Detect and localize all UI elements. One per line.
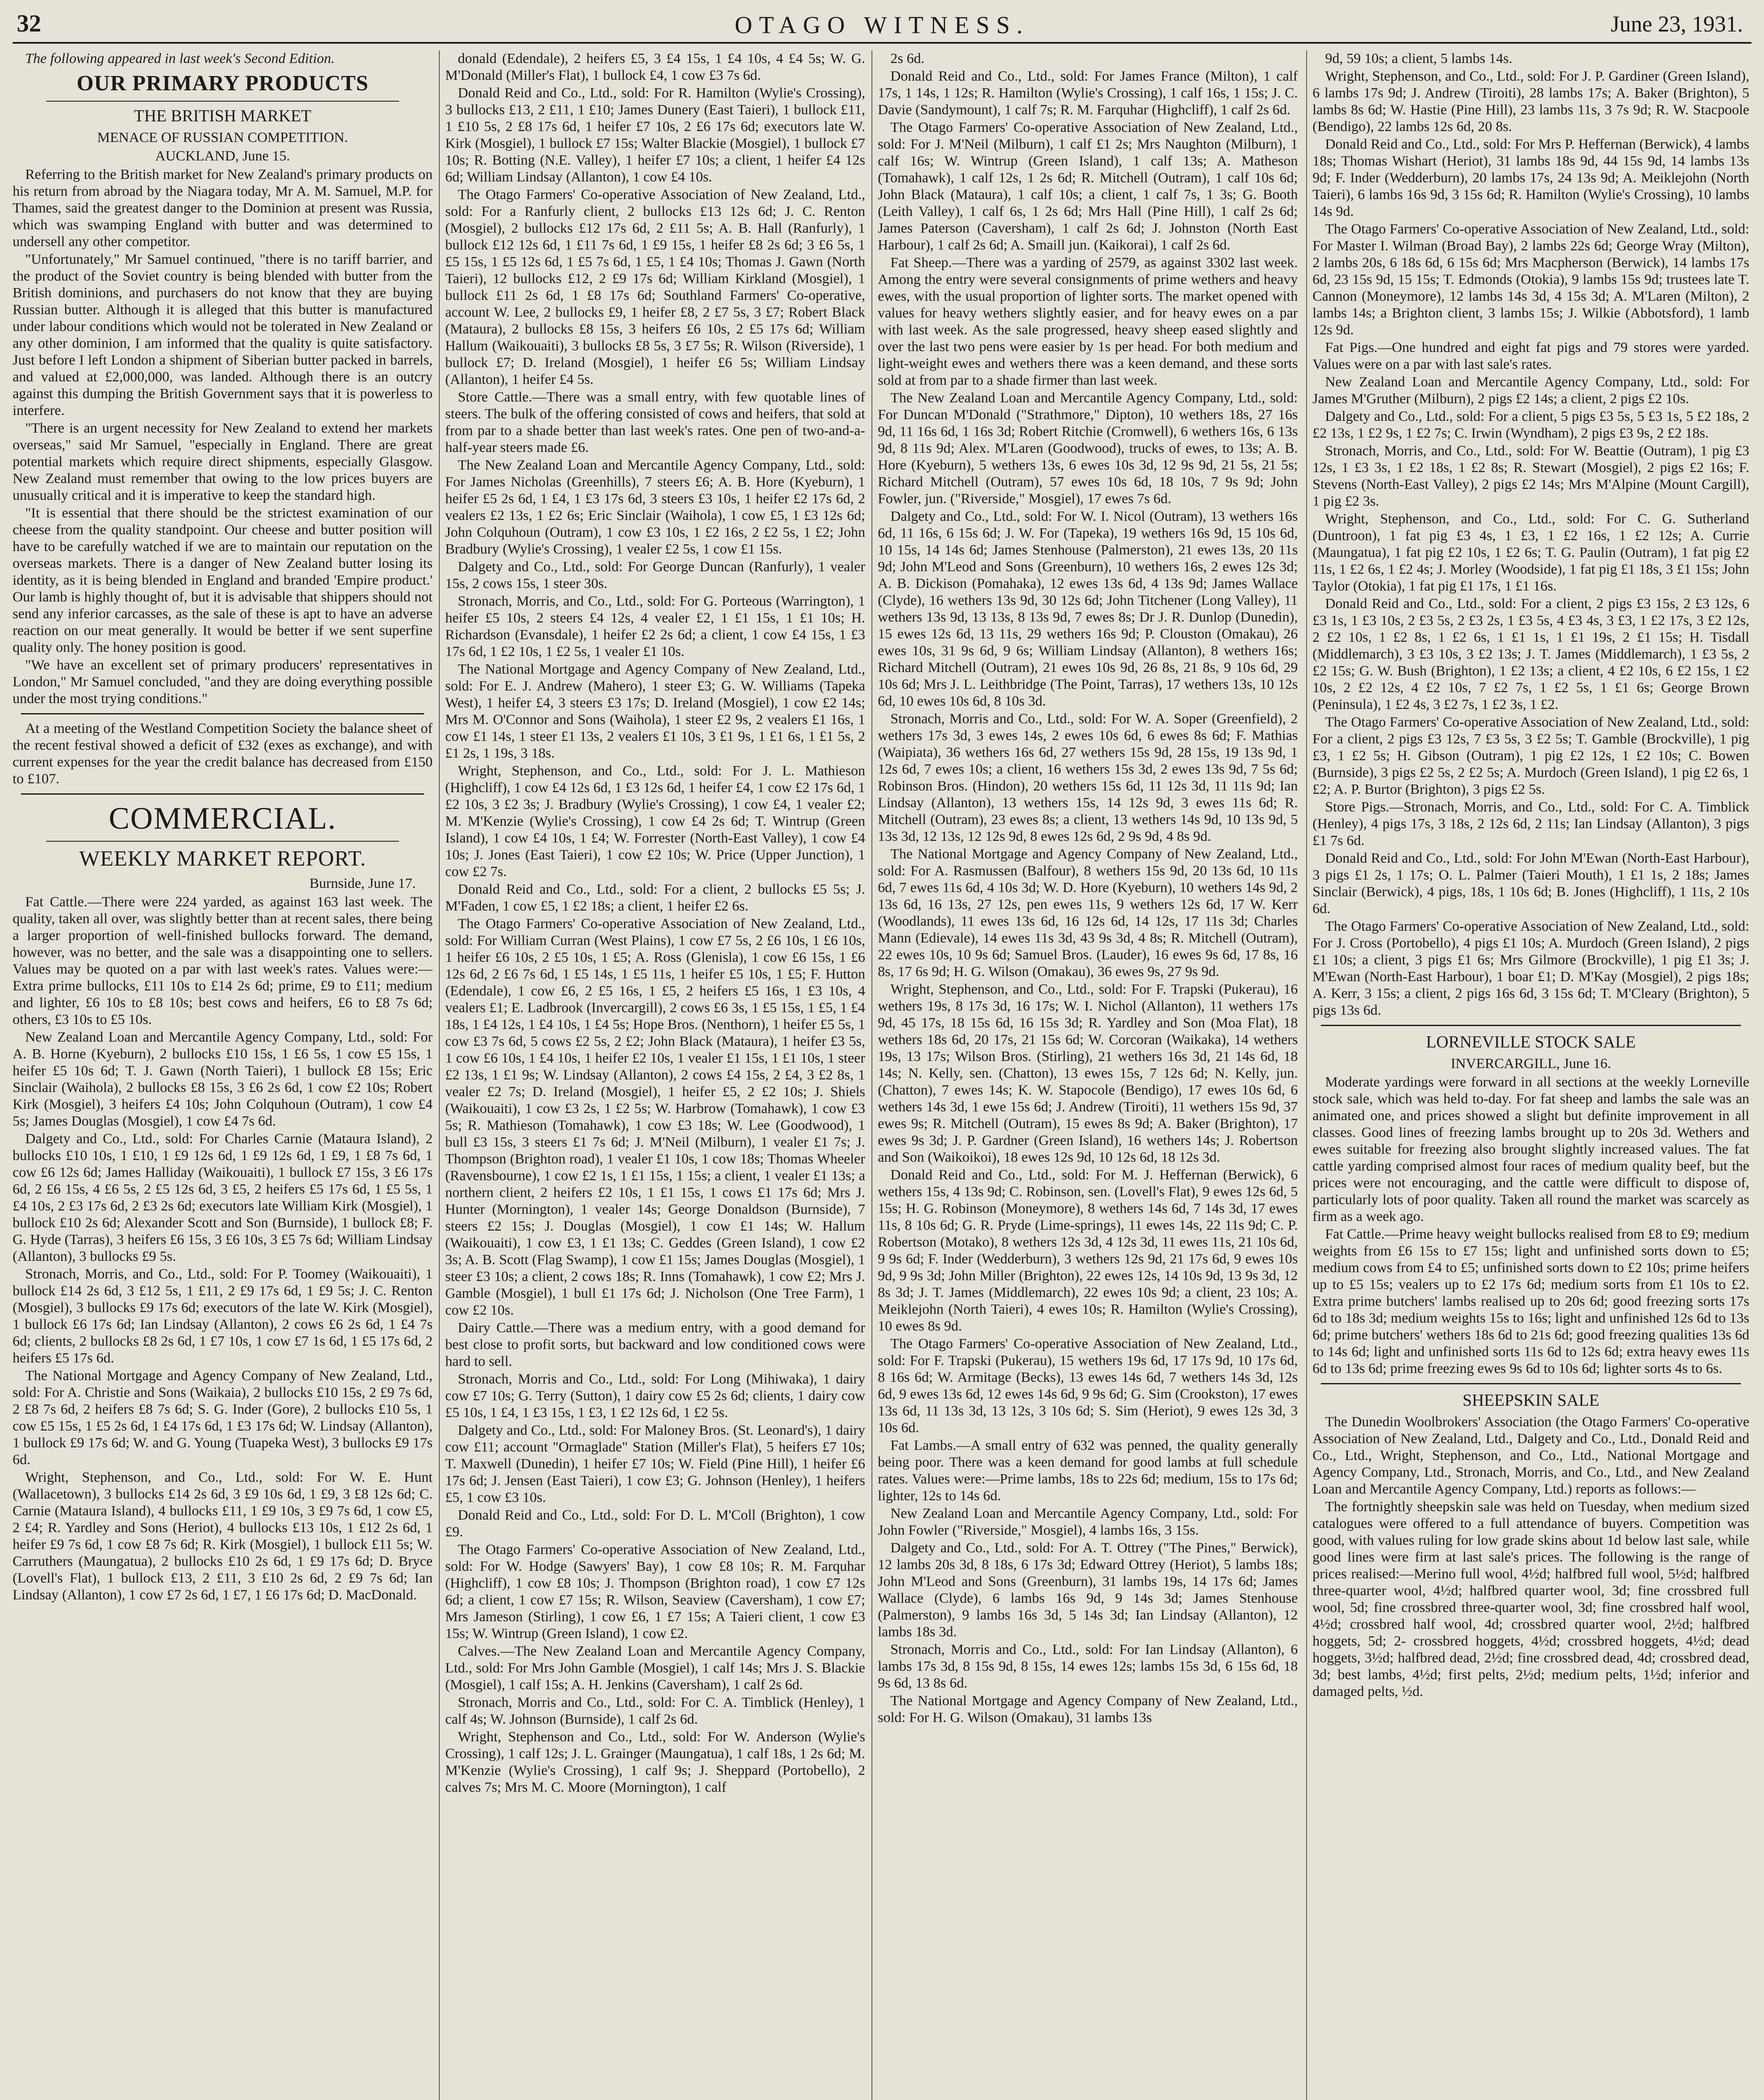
article-subtitle: MENACE OF RUSSIAN COMPETITION. [97,130,348,145]
article-title-lorneville: LORNEVILLE STOCK SALE [1426,1032,1636,1051]
article-paragraph: Fat Cattle.—There were 224 yarded, as against 163 last week. The quality, taken all over, was slightly better than at recent sales, there being a larger proportion of well-finished bullocks forward. The demand, however, was no better, and the sale was a disappointing one to sellers. Values may be quoted on a par with last week's rates. Values were:—Extra prime bullocks, £11 10s to £14 2s 6d; prime, £9 to £11; medium and lighter, £6 10s to £8 10s; best cows and heifers, £6 to £8 7s 6d; others, £3 10s to £5 10s. [13,894,433,1027]
article-paragraph: Referring to the British market for New Zealand's primary products on his return from abroad by the Niagara today, Mr A. M. Samuel, M.P. for Thames, said the greatest danger to the Dominion at present was Russia, which was swamping England with butter and was determined to undersell any other competitor. [13,167,433,249]
article-paragraph: 9d, 59 10s; a client, 5 lambs 14s. [1325,51,1512,66]
article-title-sheepskin: SHEEPSKIN SALE [1462,1391,1599,1410]
article-paragraph: The Otago Farmers' Co-operative Association of New Zealand, Ltd., sold: For J. M'Neil (Milburn), 1 calf £1 2s; Mrs Naughton (Milburn), 1 calf 16s; W. Wintrup (Green Island), 1 calf 13s; A. Matheson (Tomahawk), 1 calf 12s, 1 2s 6d; R. Mitchell (Outram), 1 calf 10s 6d; John Black (Mataura), 1 calf 10s; a client, 1 calf 7s, 1 3s; G. Booth (Leith Valley), 1 calf 6s, 1 2s 6d; Mrs Hall (Pine Hill), 1 calf 2s 6d; James Paterson (Caversham), 1 calf 2s 6d; J. Johnston (North East Harbour), 1 calf 2s 6d; A. Smaill jun. (Kaikorai), 1 calf 2s 6d. [878,120,1298,253]
article-paragraph: Stronach, Morris and Co., Ltd., sold: For C. A. Timblick (Henley), 1 calf 4s; W. Johnson (Burnside), 1 calf 2s 6d. [445,1695,865,1727]
divider [21,793,424,795]
article-dateline: INVERCARGILL, June 16. [1451,1056,1611,1071]
article-paragraph: The Otago Farmers' Co-operative Association of New Zealand, Ltd., sold: For William Curran (West Plains), 1 cow £7 5s, 2 £6 10s, 1 £6 10s, 1 heifer £6 10s, 2 £5 10s, 1 £5; A. Ross (Glenisla), 1 cow £6 15s, 1 £6 12s 6d, 2 £6 7s 6d, 1 £5 14s, 1 £5 11s, 1 heifer £5 10s, 1 £5; F. Hutton (Edendale), 1 cow £6, 2 £5 16s, 1 £5, 2 heifers £5 16s, 1 £3 10s, 4 vealers £1; E. Ladbrook (Invercargill), 2 cows £6 3s, 1 £5 15s, 1 £5, 1 £4 18s, 1 £4 12s, 1 £4 10s, 1 £4 5s; Hope Bros. (Nenthorn), 1 heifer £5 5s, 1 cow £3 7s 6d, 5 cows £2 5s, 2 £2; John Black (Mataura), 1 heifer £3 5s, 1 cow £6 10s, 1 £4 10s, 1 heifer £2 10s, 1 vealer £1 15s, 1 £1 10s, 1 steer £2 13s, 1 £1 9s; W. Lindsay (Allanton), 2 cows £4 15s, 2 £4, 3 £2 8s, 1 vealer £2 7s; D. Ireland (Mosgiel), 1 heifer £5, 2 £2 10s; J. Shiels (Waikouaiti), 1 cow £3 2s, 1 £2 5s; W. Harbrow (Tomahawk), 1 cow £3 5s; R. Mathieson (Tomahawk), 1 cow £3 18s; W. Lee (Goodwood), 1 bull £3 15s, 3 steers £1 7s 6d; J. M'Neil (Milburn), 1 vealer £1 7s; J. Thompson (Brighton road), 1 vealer £1 10s, 1 cow 18s; Thomas Wheeler (Ravensbourne), 1 cow £2 1s, 1 £1 15s, 1 15s; a client, 1 vealer £1 13s; a northern client, 2 heifers £2 10s, 1 £1 15s, 1 cows £1 17s 6d; Mrs J. Hunter (Mornington), 1 vealer 14s; George Donaldson (Burnside), 7 steers £2 15s; J. Douglas (Mosgiel), 1 cow £1 14s; W. Hallum (Waikouaiti), 1 cow £3, 1 £1 13s; C. Geddes (Green Island), 1 cow £2 3s; A. B. Scott (Flag Swamp), 1 cow £1 15s; James Douglas (Mosgiel), 1 steer £3 10s; a client, 2 cows 18s; R. Inns (Tomahawk), 1 cow £2; Mrs J. Gamble (Mosgiel), 1 bull £1 17s 6d; J. Nicholson (One Tree Farm), 1 cow £2 10s. [445,916,865,1318]
article-paragraph: donald (Edendale), 2 heifers £5, 3 £4 15s, 1 £4 10s, 4 £4 5s; W. G. M'Donald (Miller's Flat), 1 bullock £4, 1 cow £3 7s 6d. [445,51,865,83]
article-paragraph: Dalgety and Co., Ltd., sold: For A. T. Ottrey ("The Pines," Berwick), 12 lambs 20s 3d, 8 18s, 6 17s 3d; Edward Ottrey (Heriot), 5 lambs 18s; John M'Leod and Sons (Greenburn), 31 lambs 19s, 14 17s 6d; James Wallace (Clyde), 6 lambs 16s 9d, 9 14s 3d; James Stenhouse (Palmerston), 9 lambs 16s 3d, 5 14s 3d; Ian Lindsay (Allanton), 12 lambs 18s 3d. [878,1540,1298,1640]
article-paragraph: Wright, Stephenson, and Co., Ltd., sold: For J. L. Mathieson (Highcliff), 1 cow £4 12s 6d, 1 £3 12s 6d, 1 heifer £4, 1 cow £2 17s 6d, 1 £2 10s, 3 £2 3s; J. Bradbury (Wylie's Crossing), 1 cow £4, 1 vealer £2; M. M'Kenzie (Wylie's Crossing), 1 cow £4 2s 6d; T. Wintrup (Green Island), 1 cow £4 10s, 1 £4; W. Forrester (North-East Valley), 1 cow £4 10s; J. Jones (East Taieri), 1 cow £2 10s; W. Price (Upper Junction), 1 cow £2 7s. [445,763,865,879]
article-paragraph: Stronach, Morris and Co., Ltd., sold: For Long (Mihiwaka), 1 dairy cow £7 10s; G. Terry (Sutton), 1 dairy cow £5 2s 6d; clients, 1 dairy cow £5 10s, 1 £4, 1 £3 15s, 1 £3, 1 £2 12s 6d, 1 £2 5s. [445,1371,865,1420]
article-paragraph: 2s 6d. [890,51,925,66]
article-paragraph: The National Mortgage and Agency Company of New Zealand, Ltd., sold: For A. Christie and Sons (Waikaia), 2 bullocks £10 15s, 2 £9 7s 6d, 2 £8 7s 6d, 2 heifers £8 7s 6d; S. G. Inder (Gore), 2 bullocks £10 5s, 1 cow £5 15s, 1 £5 2s 6d, 1 £4 17s 6d, 1 £3 17s 6d; W. Lindsay (Allanton), 1 bullock £9 17s 6d; W. and G. Young (Tuapeka West), 3 bullocks £9 17s 6d. [13,1368,433,1467]
article-paragraph: Wright, Stephenson, and Co., Ltd., sold: For C. G. Sutherland (Duntroon), 1 fat pig £3 4s, 1 £3, 1 £2 16s, 1 £2 12s; A. Currie (Maungatua), 1 fat pig £2 10s, 1 £2 6s; T. G. Paulin (Outram), 1 fat pig £2 11s, 1 £2 6s, 1 £2 4s; J. Morley (Woodside), 1 fat pig £1 18s, 3 £1 15s; John Taylor (Otokia), 1 fat pig £1 17s, 1 £1 16s. [1312,511,1749,594]
article-paragraph: Fat Cattle.—Prime heavy weight bullocks realised from £8 to £9; medium weights from £6 15s to £7 15s; light and unfinished sorts down to £5; medium cows from £4 to £5; unfinished sorts down to £2 10s; prime heifers up to £5 15s; vealers up to £2 17s 6d; medium sorts from £1 10s to £2. Extra prime butchers' lambs realised up to 20s 6d; good freezing sorts 17s 6d to 18s 3d; medium weights 15s to 16s; light and unfinished 12s 6d to 13s 6d; prime butchers' wethers 18s 6d to 21s 6d; good freezing qualities 13s 6d to 14s 6d; light and unfinished sorts 11s 6d to 12s 6d; extra heavy ewes 11s 6d to 13s 6d; prime freezing ewes 9s 6d to 10s 6d; lighter sorts 4s to 6s. [1312,1226,1749,1376]
article-paragraph: Moderate yardings were forward in all sections at the weekly Lorneville stock sale, which was held to-day. For fat sheep and lambs the sale was an animated one, and prices showed a slight but definite improvement in all classes. Good lines of freezing lambs brought up to 20s 3d. Wethers and ewes suitable for freezing also brought slightly increased values. The fat cattle yarding comprised almost four races of medium quality beef, but the prices were not encouraging, and the cattle were difficult to dispose of, particularly lots of poor quality. Taken all round the market was scarcely as firm as a week ago. [1312,1074,1749,1224]
article-paragraph: Dalgety and Co., Ltd., sold: For a client, 5 pigs £3 5s, 5 £3 1s, 5 £2 18s, 2 £2 13s, 1 £2 9s, 1 £2 7s; C. Irwin (Wyndham), 2 pigs £3 9s, 2 £2 18s. [1312,409,1749,441]
article-paragraph: Stronach, Morris and Co., Ltd., sold: For Ian Lindsay (Allanton), 6 lambs 17s 3d, 8 15s 9d, 8 15s, 14 ewes 12s; lambs 15s 3d, 6 15s 6d, 18 9s 6d, 13 8s 6d. [878,1642,1298,1691]
article-paragraph: Dalgety and Co., Ltd., sold: For W. I. Nicol (Outram), 13 wethers 16s 6d, 11 16s, 6 15s 6d; J. W. For (Tapeka), 19 wethers 16s 9d, 15 10s 6d, 10 15s, 14 14s 6d; James Stenhouse (Palmerston), 21 ewes 13s, 20 11s 9d; John M'Leod and Sons (Greenburn), 10 wethers 16s, 2 ewes 12s 3d; A. B. Dickison (Pomahaka), 12 ewes 13s 6d, 4 13s 9d; James Wallace (Clyde), 16 wethers 13s 9d, 30 12s 6d; John Titchener (Long Valley), 11 wethers 13s 9d, 13 13s, 8 13s 9d, 7 ewes 8s; Dr J. R. Dunlop (Dunedin), 15 ewes 12s 6d, 13 11s, 29 wethers 16s 9d; P. Clouston (Omakau), 26 ewes 10s, 31 9s 6d, 9 6s; William Lindsay (Allanton), 8 wethers 16s; Richard Mitchell (Outram), 21 ewes 10s 9d, 26 8s, 21 8s, 9 10s 6d, 29 10s 6d; Mrs J. L. Leithbridge (The Point, Tarras), 17 wethers 13s, 10 12s 6d, 10 ewes 10s 6d, 8 10s 3d. [878,509,1298,709]
article-paragraph: Donald Reid and Co., Ltd., sold: For R. Hamilton (Wylie's Crossing), 3 bullocks £13, 2 £11, 1 £10; James Dunery (East Taieri), 1 bullock £11, 1 £10 5s, 2 £8 17s 6d, 1 heifer £7 10s, 2 £6 17s 6d; executors late W. Kirk (Mosgiel), 1 bullock £7 15s; Walter Blackie (Mosgiel), 1 bullock £7 10s; R. Botting (N.E. Valley), 1 heifer £7 10s; a client, 1 heifer £4 12s 6d; William Lindsay (Allanton), 1 cow £4 10s. [445,85,865,185]
article-title-british-market: THE BRITISH MARKET [134,106,312,125]
article-paragraph: "We have an excellent set of primary producers' representatives in London," Mr Samuel concluded, "and they are doing everything possible under the most trying conditions." [13,657,433,706]
article-paragraph: Store Cattle.—There was a small entry, with few quotable lines of steers. The bulk of the offering consisted of cows and heifers, that sold at from par to a shade better than last week's rates. One pen of two-and-a-half-year steers made £6. [445,389,865,455]
article-paragraph: Stronach, Morris, and Co., Ltd., sold: For G. Porteous (Warrington), 1 heifer £5 10s, 2 steers £4 12s, 4 vealer £2, 1 £1 15s, 1 £1 10s; H. Richardson (Evansdale), 1 heifer £2 2s 6d; a client, 1 cow £4 15s, 1 £3 17s 6d, 1 £2 10s, 1 £2 5s, 1 vealer £1 10s. [445,593,865,659]
newspaper-title: OTAGO WITNESS. [735,11,1029,39]
article-paragraph: Donald Reid and Co., Ltd., sold: For James France (Milton), 1 calf 17s, 1 14s, 1 12s; R. Hamilton (Wylie's Crossing), 1 calf 16s, 1 15s; J. C. Davie (Sandymount), 1 calf 7s; R. M. Farquhar (Highcliff), 1 calf 2s 6d. [878,68,1298,118]
article-paragraph: New Zealand Loan and Mercantile Agency Company, Ltd., sold: For John Fowler ("Riverside," Mosgiel), 4 lambs 16s, 3 15s. [878,1506,1298,1538]
article-paragraph: Wright, Stephenson, and Co., Ltd., sold: For J. P. Gardiner (Green Island), 6 lambs 17s 9d; J. Andrew (Tiroiti), 28 lambs 17s; A. Baker (Brighton), 5 lambs 8s 6d; W. Hastie (Pine Hill), 23 lambs 11s, 3 7s 9d; R. W. Stacpoole (Bendigo), 22 lambs 12s 6d, 20 8s. [1312,68,1749,134]
article-paragraph: "Unfortunately," Mr Samuel continued, "there is no tariff barrier, and the product of the Soviet country is being blended with butter from the British dominions, and purchasers do not know that they are buying Russian butter. Although it is alleged that this butter is manufactured under labour conditions which would not be tolerated in New Zealand or any other dominion, I am informed that the quality is quite satisfactory. Just before I left London a shipment of Siberian butter packed in barrels, and valued at £2,000,000, was landed. Although there is an outcry against this dumping the British Government says that it is powerless to interfere. [13,252,433,418]
section-title-commercial: COMMERCIAL. [108,801,337,836]
column-4 [1312,50,1749,2100]
column-rule [1306,50,1307,2100]
article-paragraph: Store Pigs.—Stronach, Morris, and Co., Ltd., sold: For C. A. Timblick (Henley), 4 pigs 17s, 3 18s, 2 12s 6d, 2 11s; Ian Lindsay (Allanton), 3 pigs £1 7s 6d. [1312,799,1749,848]
article-title-weekly-market-report: WEEKLY MARKET REPORT. [79,847,366,871]
article-paragraph: Dalgety and Co., Ltd., sold: For Charles Carnie (Mataura Island), 2 bullocks £10 10s, 1 £10, 1 £9 12s 6d, 1 £9 12s 6d, 1 £9, 1 £8 7s 6d, 1 cow £6 12s 6d; James Halliday (Waikouaiti), 1 bullock £7 15s, 3 £6 17s 6d, 2 £6 15s, 4 £6 5s, 2 £5 12s 6d, 3 £5, 2 heifers £5 17s 6d, 1 £5 5s, 1 £4 10s, 2 £3 17s 6d, 2 £3 2s 6d; executors late William Kirk (Mosgiel), 1 bullock £10 2s 6d; Alexander Scott and Son (Burnside), 1 bullock £8; F. G. Hyde (Tarras), 3 heifers £6 15s, 3 £6 10s, 3 £5 7s 6d; William Lindsay (Allanton), 3 bullocks £9 5s. [13,1131,433,1264]
masthead-rule [13,42,1751,44]
article-paragraph: The New Zealand Loan and Mercantile Agency Company, Ltd., sold: For Duncan M'Donald ("Strathmore," Dipton), 10 wethers 18s, 27 16s 9d, 11 16s 6d, 1 16s 3d; Robert Ritchie (Cromwell), 6 wethers 16s, 6 13s 9d, 8 11s 9d; Alex. M'Laren (Goodwood), trucks of ewes, to 13s; A. B. Hore (Kyeburn), 5 wethers 13s, 6 ewes 10s 3d, 12 9s 9d, 21 5s, 21 5s; Richard Mitchell (Outram), 57 ewes 10s 6d, 18 10s, 7 9s 9d; John Fowler, jun. ("Riverside," Mosgiel), 17 ewes 7s 6d. [878,390,1298,507]
article-paragraph: The Dunedin Woolbrokers' Association (the Otago Farmers' Co-operative Association of New Zealand, Ltd., Dalgety and Co., Ltd., Donald Reid and Co., Ltd., Wright, Stephenson, and Co., Ltd., National Mortgage and Agency Company, Ltd., Stronach, Morris, and Co., Ltd., and New Zealand Loan and Mercantile Agency Company, Ltd.) reports as follows:— [1312,1414,1749,1497]
article-paragraph: The Otago Farmers' Co-operative Association of New Zealand, Ltd., sold: For J. Cross (Portobello), 4 pigs £1 10s; A. Murdoch (Green Island), 2 pigs £1 10s; a client, 3 pigs £1 6s; Mrs Gilmore (Brockville), 1 pig £1 3s; J. M'Ewan (North-East Harbour), 1 boar £1; D. M'Kay (Mosgiel), 2 pigs 18s; A. Kerr, 3 15s; a client, 2 pigs 16s 6d, 3 15s 6d; T. M'Cleary (Brighton), 5 pigs 13s 6d. [1312,919,1749,1018]
article-paragraph: New Zealand Loan and Mercantile Agency Company, Ltd., sold: For A. B. Horne (Kyeburn), 2 bullocks £10 15s, 1 £6 5s, 1 cow £5 15s, 1 heifer £5 10s 6d; T. J. Gawn (North Taieri), 1 bullock £8 15s; Eric Sinclair (Waihola), 2 bullocks £8 15s, 3 £6 2s 6d, 1 cow £2 10s; Robert Kirk (Mosgiel), 3 heifers £4 10s; John Colquhoun (Outram), 1 cow £4 5s; James Douglas (Mosgiel), 1 cow £4 7s 6d. [13,1029,433,1129]
article-paragraph: The Otago Farmers' Co-operative Association of New Zealand, Ltd., sold: For F. Trapski (Pukerau), 15 wethers 19s 6d, 17 17s 9d, 10 17s 6d, 8 16s 6d; W. Armitage (Becks), 13 ewes 14s 6d, 7 wethers 14s 3d, 12s 6d, 9 ewes 13s 6d, 12 ewes 14s 6d, 9 9s 6d; G. Sim (Crookston), 17 ewes 13s 6d, 11 13s 3d, 13 12s, 3 10s 6d; S. Sim (Heriot), 9 ewes 12s 3d, 3 10s 6d. [878,1336,1298,1436]
article-paragraph: The Otago Farmers' Co-operative Association of New Zealand, Ltd., sold: For a Ranfurly client, 2 bullocks £13 12s 6d; J. C. Renton (Mosgiel), 2 bullocks £12 17s 6d, 2 £11 5s; A. B. Hall (Ranfurly), 1 bullock £12 12s 6d, 1 £11 7s 6d, 1 £9 15s, 1 heifer £8 2s 6d; 3 £6 5s, 1 £5 15s, 1 £5 12s 6d, 1 £5 7s 6d, 1 £5, 1 £4 10s; Thomas J. Gawn (North Taieri), 12 bullocks £12, 2 £9 17s 6d; William Kirkland (Mosgiel), 1 bullock £11 2s 6d, 1 £8 17s 6d; Southland Farmers' Co-operative, account W. Lee, 2 bullocks £9, 1 heifer £8, 2 £7 5s, 3 £7; Robert Black (Mataura), 2 bullocks £8 15s, 3 heifers £6 10s, 2 £5 17s 6d; William Hallum (Waikouaiti), 3 bullocks £8 5s, 3 £7 5s; R. Wilson (Riverside), 1 bullock £7; D. Ireland (Mosgiel), 1 heifer £6 5s; William Lindsay (Allanton), 1 heifer £4 5s. [445,187,865,387]
column-3 [878,50,1298,2100]
article-paragraph: Fat Lambs.—A small entry of 632 was penned, the quality generally being poor. There was a keen demand for good lambs at full schedule rates. Values were:—Prime lambs, 18s to 22s 6d; medium, 15s to 17s 6d; lighter, 12s to 14s 6d. [878,1438,1298,1504]
article-paragraph: The fortnightly sheepskin sale was held on Tuesday, when medium sized catalogues were offered to a full attendance of buyers. Competition was good, with values ruling for low grade skins about 1d below last sale, while good lines were firm at last sale's prices. The following is the range of prices realised:—Merino full wool, 4½d; halfbred full wool, 5½d; halfbred three-quarter wool, 4½d; halfbred quarter wool, 3d; fine crossbred full wool, 5d; fine crossbred three-quarter wool, 3d; fine crossbred half wool, 4½d; crossbred half wool, 4d; crossbred quarter wool, 2½d; halfbred hoggets, 5d; 2- crossbred hoggets, 4½d; crossbred hoggets, 4½d; dead hoggets, 3½d; halfbred dead, 2½d; fine crossbred dead, 4d; crossbred dead, 3d; best lambs, 4½d; first pelts, 2½d; medium pelts, 1½d; inferior and damaged pelts, ½d. [1312,1499,1749,1699]
article-paragraph: The New Zealand Loan and Mercantile Agency Company, Ltd., sold: For James Nicholas (Greenhills), 7 steers £6; A. B. Hore (Kyeburn), 1 heifer £5 2s 6d, 1 £4, 1 £3 17s 6d, 3 steers £3 10s, 1 heifer £2 17s 6d, 2 vealers £2 13s, 1 £2 6s; Eric Sinclair (Waihola), 1 cow £5, 1 £3 12s 6d; John Colquhoun (Outram), 1 cow £3 10s, 1 £2 16s, 2 £2 5s, 1 £2; John Bradbury (Wylie's Crossing), 1 vealer £2 5s, 1 cow £1 15s. [445,457,865,557]
article-paragraph: Donald Reid and Co., Ltd., sold: For John M'Ewan (North-East Harbour), 3 pigs £1 2s, 1 17s; O. L. Palmer (Taieri Mouth), 1 £1 1s, 2 18s; James Sinclair (Berwick), 4 pigs, 18s, 1 10s 6d; B. Jones (Highcliff), 1 11s, 2 10s 6d. [1312,850,1749,916]
article-paragraph: Donald Reid and Co., Ltd., sold: For a client, 2 pigs £3 15s, 2 £3 12s, 6 £3 1s, 1 £3 10s, 2 £3 5s, 2 £3 2s, 1 £3 5s, 4 £3 4s, 3 £3, 1 £2 17s, 3 £2 12s, 2 £2 10s, 1 £2 8s, 1 £2 6s, 1 £1 1s, 1 £1 19s, 2 £1 15s; H. Tisdall (Middlemarch), 3 £3 10s, 3 £2 13s; J. T. James (Middlemarch), 1 £3 5s, 2 £2 15s; G. W. Bush (Brighton), 1 £2 13s; a client, 4 £2 10s, 6 £2 15s, 1 £2 10s, 2 £2 12s, 4 £2 10s, 7 £2 7s, 1 £2 5s, 1 £1 6s; George Brown (Peninsula), 1 £2 4s, 3 £2 7s, 1 £2 3s, 1 £2. [1312,596,1749,712]
article-paragraph: The National Mortgage and Agency Company of New Zealand, Ltd., sold: For E. J. Andrew (Mahero), 1 steer £3; G. W. Williams (Tapeka West), 1 heifer £4, 3 steers £3 17s; D. Ireland (Mosgiel), 1 cow £2 14s; Mrs M. O'Connor and Sons (Waihola), 1 steer £2 9s, 2 vealers £1 16s, 1 cow £1 14s, 1 steer £1 13s, 2 vealers £1 10s, 3 £1 9s, 1 £1 6s, 1 £1 5s, 2 £1 2s, 1 19s, 3 18s. [445,662,865,761]
article-paragraph: Stronach, Morris, and Co., Ltd., sold: For W. Beattie (Outram), 1 pig £3 12s, 1 £3 3s, 1 £2 18s, 1 £2 8s; R. Stewart (Mosgiel), 2 pigs £2 16s; F. Stevens (North-East Valley), 2 pigs £2 14s; Mrs M'Alpine (Mount Cargill), 1 pig £2 3s. [1312,443,1749,509]
column-2 [445,50,865,2100]
article-paragraph: Dalgety and Co., Ltd., sold: For George Duncan (Ranfurly), 1 vealer 15s, 2 cows 15s, 1 steer 30s. [445,559,865,591]
article-paragraph: Calves.—The New Zealand Loan and Mercantile Agency Company, Ltd., sold: For Mrs John Gamble (Mosgiel), 1 calf 14s; Mrs J. S. Blackie (Mosgiel), 1 calf 15s; A. H. Jenkins (Caversham), 1 calf 2s 6d. [445,1643,865,1693]
article-paragraph: The Otago Farmers' Co-operative Association of New Zealand, Ltd., sold: For Master I. Wilman (Broad Bay), 2 lambs 22s 6d; George Wray (Milton), 2 lambs 20s, 6 18s 6d, 6 15s 6d; Mrs Macpherson (Berwick), 14 lambs 17s 6d, 23 15s 9d, 15 15s; T. Edmonds (Otokia), 9 lambs 15s 9d; trustees late T. Cannon (Moneymore), 12 lambs 14s 3d, 4 15s 3d; A. M'Laren (Milton), 2 lambs 14s; a Brighton client, 3 lambs 15s; J. Wilkie (Abbotsford), 1 lamb 12s 9d. [1312,221,1749,338]
article-paragraph: The Otago Farmers' Co-operative Association of New Zealand, Ltd., sold: For a client, 2 pigs £3 12s, 7 £3 5s, 3 £2 5s; T. Gamble (Brockville), 1 pig £3, 1 £2 5s; H. Gibson (Outram), 1 pig £2 12s, 1 £2 10s; C. Bowen (Burnside), 3 pigs £2 5s, 2 £2 5s; A. Murdoch (Green Island), 1 pig £2 6s, 1 £2; A. P. Burtor (Brighton), 3 pigs £2 5s. [1312,714,1749,797]
article-dateline: Burnside, June 17. [309,876,416,891]
article-paragraph: Fat Sheep.—There was a yarding of 2579, as against 3302 last week. Among the entry were several consignments of prime wethers and heavy ewes, with the usual proportion of lighter sorts. The market opened with values for heavy wethers slightly easier, and for heavy ewes on a par with last week. As the sale progressed, heavy sheep eased slightly and over the last two pens were easier by 1s per head. For both medium and light-weight ewes and wethers there was a keen demand, and these sorts sold at from par to a shade firmer than last week. [878,255,1298,388]
article-paragraph: Wright, Stephenson, and Co., Ltd., sold: For W. E. Hunt (Wallacetown), 3 bullocks £14 2s 6d, 3 £9 10s 6d, 1 £9, 3 £8 12s 6d; C. Carnie (Mataura Island), 4 bullocks £11, 1 £9 10s, 3 £9 7s 6d, 1 cow £5, 2 £4; R. Yardley and Sons (Heriot), 4 bullocks £13 10s, 1 £12 2s 6d, 1 heifer £9 7s 6d, 1 cow £8 7s 6d; R. Kirk (Mosgiel), 1 bullock £11 5s; W. Carruthers (Maungatua), 2 bullocks £10 2s 6d, 1 £9 17s 6d; D. Bryce (Lovell's Flat), 1 bullock £13, 2 £11, 3 £10 2s 6d, 2 £9 7s 6d; Ian Lindsay (Allanton), 1 cow £7 2s 6d, 1 £7, 1 £6 17s 6d; D. MacDonald. [13,1470,433,1603]
column-1 [13,50,433,2100]
article-paragraph: Donald Reid and Co., Ltd., sold: For M. J. Heffernan (Berwick), 6 wethers 15s, 4 13s 9d; C. Robinson, sen. (Lovell's Flat), 9 ewes 12s 6d, 5 15s; H. G. Robinson (Moneymore), 8 wethers 14s 6d, 7 14s 3d, 17 ewes 11s, 8 10s 6d; G. R. Pryde (Lime-springs), 11 ewes 14s, 22 11s 9d; C. P. Robertson (Motako), 8 wethers 12s 3d, 4 12s 3d, 11 ewes 11s, 21 10s 6d, 9 9s 6d; F. Inder (Wedderburn), 3 wethers 12s 9d, 21 17s 6d, 9 ewes 10s 9d, 9 9s 3d; John Miller (Brighton), 22 ewes 12s, 14 10s 9d, 13 9s 3d, 12 8s 3d; J. T. James (Middlemarch), 22 ewes 10s 9d; a client, 23 10s; A. Meiklejohn (North Taieri), 4 ewes 10s; R. Hamilton (Wylie's Crossing), 10 ewes 8s 9d. [878,1167,1298,1334]
article-paragraph: Dairy Cattle.—There was a medium entry, with a good demand for best close to profit sorts, but backward and low conditioned cows were hard to sell. [445,1320,865,1369]
article-paragraph: The National Mortgage and Agency Company of New Zealand, Ltd., sold: For A. Rasmussen (Balfour), 8 wethers 15s 9d, 20 13s 6d, 10 11s 6d, 7 ewes 11s 6d, 4 10s 3d; W. D. Hore (Kyeburn), 10 wethers 14s 9d, 2 13s 6d, 16 13s, 27 12s, pen ewes 11s, 9 wethers 12s 6d, 17 W. Kerr (Woodlands), 11 ewes 13s 6d, 16 12s 6d, 14 12s, 17 11s 3d; Charles Mann (Edievale), 14 ewes 11s 3d, 43 9s 3d, 4 8s; R. Mitchell (Outram), 22 ewes 10s, 10 9s 6d; Samuel Bros. (Lauder), 16 ewes 9s 6d, 17 8s, 16 8s, 17 6s 9d; H. G. Wilson (Omakau), 36 ewes 9s, 27 9s 9d. [878,846,1298,979]
masthead [0,0,1764,42]
article-paragraph: "It is essential that there should be the strictest examination of our cheese from the quality standpoint. Our cheese and butter position will have to be carefully watched if we are to maintain our reputation on the overseas markets. There is a danger of New Zealand butter losing its identity, as it is being blended in England and branded 'Empire product.' Our lamb is highly thought of, but it is advisable that shippers should not send any inferior carcasses, as the sale of these is apt to have an adverse reaction on our meat generally. It would be better if we sent superfine quality only. The honey position is good. [13,505,433,655]
article-paragraph: "There is an urgent necessity for New Zealand to extend her markets overseas," said Mr Samuel, "especially in England. There are great potential markets which require direct shipments, especially Glasgow. New Zealand must remember that owing to the low prices buyers are unusually critical and it is imperative to keep the standard high. [13,420,433,503]
column-rule [439,50,440,2100]
article-paragraph: Dalgety and Co., Ltd., sold: For Maloney Bros. (St. Leonard's), 1 dairy cow £11; account "Ormaglade" Station (Miller's Flat), 5 heifers £7 10s; T. Maxwell (Dunedin), 1 heifer £7 10s; W. Field (Pine Hill), 1 heifer £6 17s 6d; J. Jensen (East Taieri), 1 cow £3; G. Johnson (Henley), 1 heifers £5, 1 cow £3 10s. [445,1423,865,1505]
article-paragraph: Fat Pigs.—One hundred and eight fat pigs and 79 stores were yarded. Values were on a par with last sale's rates. [1312,340,1749,372]
divider [46,101,399,102]
article-paragraph: Stronach, Morris and Co., Ltd., sold: For W. A. Soper (Greenfield), 2 wethers 17s 3d, 3 ewes 14s, 2 ewes 10s 6d, 6 ewes 8s 6d; F. Mathias (Waipiata), 36 wethers 16s 6d, 27 wethers 15s 9d, 28 15s, 19 13s 9d, 1 12s 6d, 7 ewes 10s; a client, 16 wethers 15s 3d, 2 ewes 13s 9d, 7 5s 6d; Robinson Bros. (Hindon), 20 wethers 15s 6d, 11 12s 3d, 11 11s 9d; Ian Lindsay (Allanton), 13 wethers 15s, 14 12s 9d, 3 ewes 11s 6d; R. Mitchell (Outram), 23 ewes 8s; a client, 13 wethers 14s 9d, 10 13s 9d, 5 13s 3d, 12 13s, 12 12s 9d, 8 ewes 12s 6d, 2 9s 9d, 4 8s 9d. [878,711,1298,844]
article-paragraph: Stronach, Morris, and Co., Ltd., sold: For P. Toomey (Waikouaiti), 1 bullock £14 2s 6d, 3 £12 5s, 1 £11, 2 £9 17s 6d, 1 £9 5s; J. C. Renton (Mosgiel), 3 bullocks £9 17s 6d; executors of the late W. Kirk (Mosgiel), 1 bullock £6 17s 6d; Ian Lindsay (Allanton), 2 cows £6 2s 6d, 1 £4 7s 6d; clients, 2 bullocks £8 2s 6d, 1 £7 10s, 1 cow £7 1s 6d, 1 £5 17s 6d, 2 heifers £5 17s 6d. [13,1266,433,1366]
page-number: 32 [17,10,41,37]
article-paragraph: Donald Reid and Co., Ltd., sold: For D. L. M'Coll (Brighton), 1 cow £9. [445,1507,865,1540]
article-paragraph: New Zealand Loan and Mercantile Agency Company, Ltd., sold: For James M'Gruther (Milburn), 2 pigs £2 14s; a client, 2 pigs £2 10s. [1312,374,1749,407]
article-paragraph: Wright, Stephenson, and Co., Ltd., sold: For F. Trapski (Pukerau), 16 wethers 19s, 8 17s 3d, 16 17s; W. I. Nichol (Allanton), 11 wethers 17s 9d, 45 17s, 18 15s 6d, 16 15s 3d; R. Yardley and Son (Moa Flat), 18 wethers 18s 6d, 20 17s, 21 15s 6d; W. Corcoran (Waikaka), 14 wethers 19s, 13 17s; Wilson Bros. (Stirling), 21 wethers 16s 3d, 21 14s 6d, 18 14s; N. Kelly, sen. (Chatton), 13 ewes 15s, 7 12s 6d; N. Kelly, jun. (Chatton), 7 ewes 14s; K. W. Stapocole (Bendigo), 17 ewes 10s 6d, 6 wethers 14s 3d, 1 ewe 15s 6d; J. Andrew (Tiroiti), 11 wethers 15s 9d, 37 ewes 9s; R. Mitchell (Outram), 15 ewes 8s 9d; A. Baker (Brighton), 17 ewes 9s 3d; J. P. Gardner (Green Island), 16 wethers 14s; J. Robertson and Son (Waikoikoi), 18 ewes 12s 9d, 10 12s 6d, 18 12s 3d. [878,982,1298,1165]
edition-note: The following appeared in last week's Second Edition. [25,51,335,66]
divider [21,713,424,714]
article-paragraph: Wright, Stephenson and Co., Ltd., sold: For W. Anderson (Wylie's Crossing), 1 calf 12s; J. L. Grainger (Maungatua), 1 calf 18s, 1 2s 6d; M. M'Kenzie (Wylie's Crossing), 1 calf 9s; J. Sheppard (Portobello), 2 calves 7s; Mrs M. C. Moore (Mornington), 1 calf [445,1729,865,1795]
divider [1321,1383,1741,1384]
article-dateline: AUCKLAND, June 15. [155,148,290,164]
article-paragraph: Donald Reid and Co., Ltd., sold: For a client, 2 bullocks £5 5s; J. M'Faden, 1 cow £5, 1 £2 18s; a client, 1 heifer £2 6s. [445,882,865,914]
article-paragraph: The National Mortgage and Agency Company of New Zealand, Ltd., sold: For H. G. Wilson (Omakau), 31 lambs 13s [878,1693,1298,1725]
issue-date: June 23, 1931. [1611,11,1743,37]
divider [46,841,399,842]
article-paragraph: Donald Reid and Co., Ltd., sold: For Mrs P. Heffernan (Berwick), 4 lambs 18s; Thomas Wishart (Heriot), 31 lambs 18s 9d, 44 15s 9d, 14 lambs 13s 9d; F. Inder (Wedderburn), 20 lambs 17s, 24 13s 9d; A. Meiklejohn (North Taieri), 6 lambs 16s 9d, 3 15s 6d; R. Hamilton (Wylie's Crossing), 10 lambs 14s 9d. [1312,136,1749,219]
article-paragraph: The Otago Farmers' Co-operative Association of New Zealand, Ltd., sold: For W. Hodge (Sawyers' Bay), 1 cow £8 10s; R. M. Farquhar (Highcliff), 1 cow £8 10s; J. Thompson (Brighton road), 1 cow £7 12s 6d; a client, 1 cow £7 15s; R. Wilson, Seaview (Caversham), 1 cow £7; Mrs Jameson (Stirling), 1 cow £6, 1 £7 15s; A Taieri client, 1 cow £3 15s; W. Wintrup (Green Island), 1 cow £2. [445,1542,865,1641]
section-title-primary-products: OUR PRIMARY PRODUCTS [76,71,369,95]
divider [1321,1025,1741,1026]
westland-note: At a meeting of the Westland Competition Society the balance sheet of the recent festival showed a deficit of £32 (exes as exchange), and with current expenses for the year the credit balance has decreased from £150 to £107. [13,721,433,787]
